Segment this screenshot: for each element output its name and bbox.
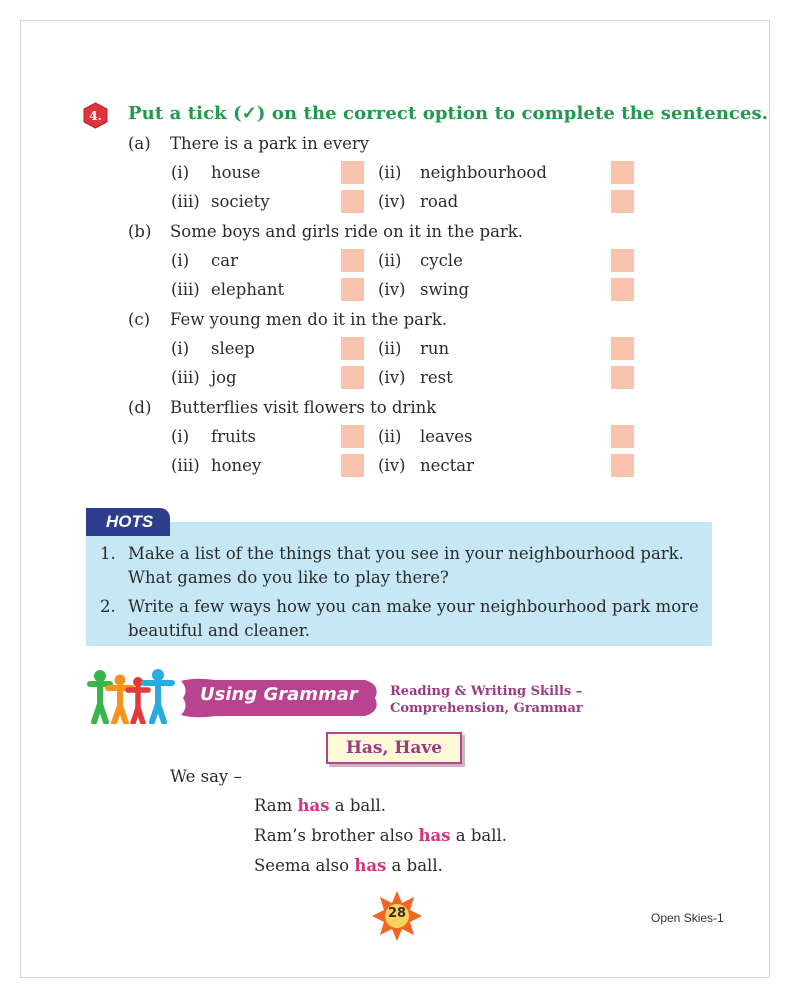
example-verb: has — [418, 826, 451, 845]
option-text: sleep — [211, 339, 255, 358]
tick-box[interactable] — [611, 425, 634, 448]
tick-box[interactable] — [611, 337, 634, 360]
hots-item-text: What games do you like to play there? — [128, 568, 449, 587]
option-text: swing — [420, 280, 470, 299]
option-number: (ii) — [378, 427, 402, 446]
book-title: Open Skies-1 — [651, 911, 724, 925]
example-verb: has — [297, 796, 330, 815]
example-after: a ball. — [450, 826, 508, 845]
skills-line: Reading & Writing Skills – — [390, 684, 583, 699]
skills-caption — [390, 683, 583, 717]
option-number: (ii) — [378, 251, 402, 270]
option-number: (ii) — [378, 339, 402, 358]
question-text: Some boys and girls ride on it in the park. — [170, 222, 524, 241]
option-text: fruits — [211, 427, 256, 446]
option-text: rest — [420, 368, 453, 387]
option-number: (iii) — [171, 368, 200, 387]
option-text: cycle — [420, 251, 463, 270]
example-sentence — [254, 796, 386, 815]
tick-box[interactable] — [341, 454, 364, 477]
tick-box[interactable] — [611, 161, 634, 184]
question-label: (d) — [128, 398, 152, 417]
option-number: (i) — [171, 427, 190, 446]
option-text: house — [211, 163, 261, 182]
exercise-instruction: Put a tick (✓) on the correct option to complete the sentences. — [128, 103, 769, 124]
option-text: elephant — [211, 280, 285, 299]
exercise-number-badge — [82, 102, 109, 129]
tick-box[interactable] — [611, 249, 634, 272]
question-text: Few young men do it in the park. — [170, 310, 448, 329]
hots-item-text: Write a few ways how you can make your neighbourhood park more — [128, 597, 699, 616]
example-verb: has — [354, 856, 387, 875]
question-label: (b) — [128, 222, 152, 241]
skills-line: Comprehension, Grammar — [390, 701, 583, 716]
tick-box[interactable] — [341, 249, 364, 272]
tick-box[interactable] — [611, 366, 634, 389]
example-before: Ram — [254, 796, 298, 815]
question-label: (c) — [128, 310, 151, 329]
example-before: Ram’s brother also — [254, 826, 419, 845]
tick-box[interactable] — [611, 454, 634, 477]
option-number: (iv) — [378, 456, 406, 475]
example-sentence — [254, 856, 443, 875]
option-number: (iv) — [378, 192, 406, 211]
option-number: (iii) — [171, 192, 200, 211]
topic-title: Has, Have — [326, 732, 462, 764]
children-group-icon — [86, 668, 176, 724]
tick-box[interactable] — [341, 366, 364, 389]
option-text: society — [211, 192, 270, 211]
page-number: 28 — [387, 906, 407, 921]
tick-box[interactable] — [341, 425, 364, 448]
example-after: a ball. — [386, 856, 443, 875]
question-label: (a) — [128, 134, 151, 153]
tick-box[interactable] — [341, 190, 364, 213]
option-text: jog — [211, 368, 237, 387]
option-text: run — [420, 339, 450, 358]
exercise-number: 4. — [89, 109, 102, 123]
option-text: neighbourhood — [420, 163, 547, 182]
option-number: (i) — [171, 251, 190, 270]
example-before: Seema also — [254, 856, 355, 875]
option-text: leaves — [420, 427, 473, 446]
example-sentence — [254, 826, 507, 845]
hots-item-text: beautiful and cleaner. — [128, 621, 311, 640]
option-number: (iii) — [171, 456, 200, 475]
option-number: (ii) — [378, 163, 402, 182]
hots-item-text: Make a list of the things that you see in your neighbourhood park. — [128, 544, 684, 563]
option-text: honey — [211, 456, 262, 475]
tick-box[interactable] — [341, 337, 364, 360]
tick-box[interactable] — [341, 161, 364, 184]
example-after: a ball. — [329, 796, 387, 815]
option-text: nectar — [420, 456, 474, 475]
option-text: road — [420, 192, 459, 211]
option-number: (iv) — [378, 280, 406, 299]
hots-tab: HOTS — [86, 508, 170, 536]
intro-text: We say – — [170, 767, 242, 786]
tick-box[interactable] — [611, 278, 634, 301]
option-number: (i) — [171, 163, 190, 182]
option-number: (iii) — [171, 280, 200, 299]
option-number: (iv) — [378, 368, 406, 387]
tick-box[interactable] — [611, 190, 634, 213]
tick-box[interactable] — [341, 278, 364, 301]
hots-item-number: 2. — [100, 597, 116, 616]
option-number: (i) — [171, 339, 190, 358]
option-text: car — [211, 251, 238, 270]
question-text: Butterflies visit flowers to drink — [170, 398, 437, 417]
question-text: There is a park in every — [170, 134, 370, 153]
using-grammar-label: Using Grammar — [200, 684, 358, 705]
hots-item-number: 1. — [100, 544, 116, 563]
